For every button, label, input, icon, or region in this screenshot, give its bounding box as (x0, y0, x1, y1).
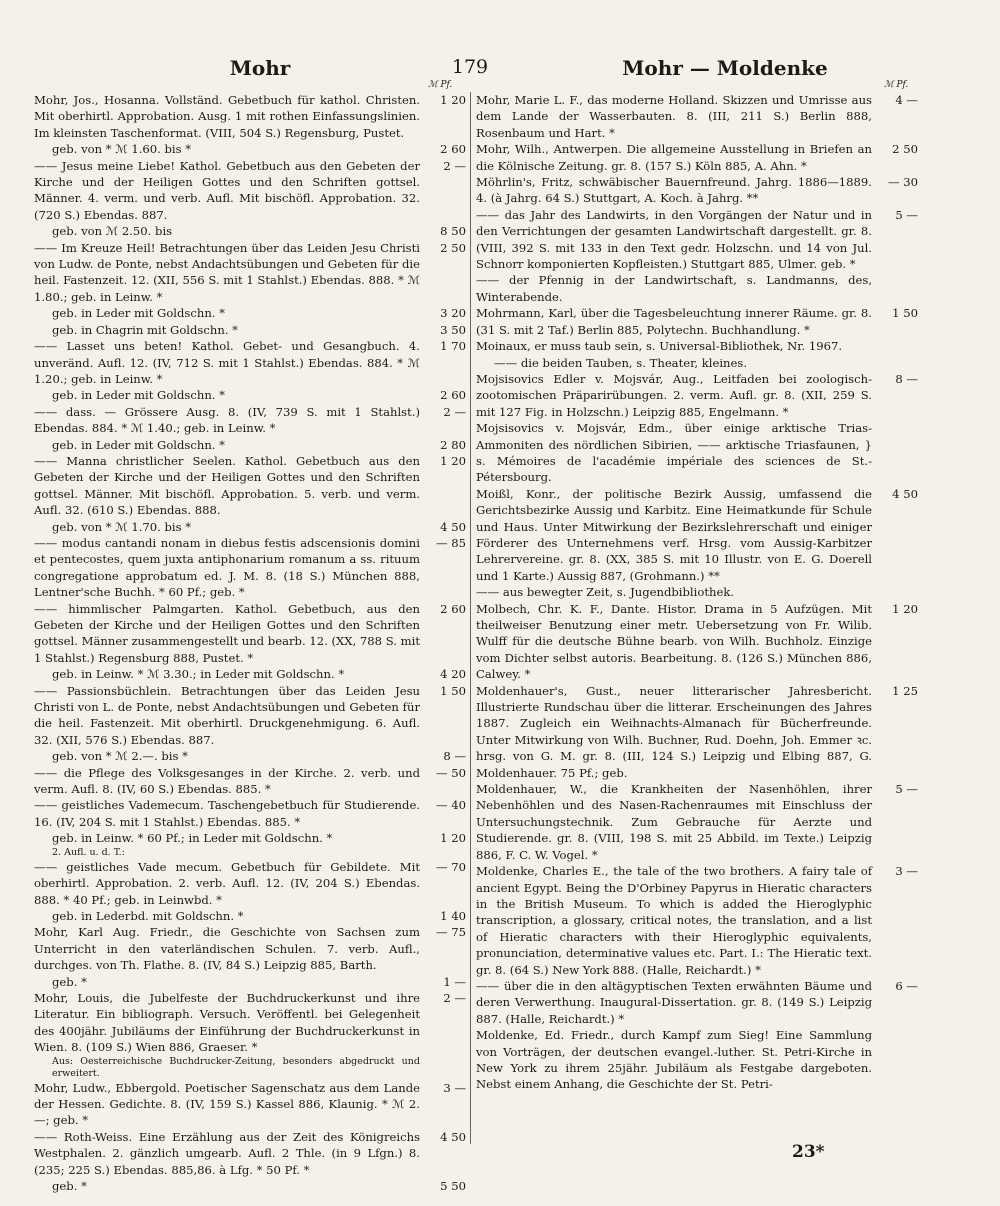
entry-price (872, 420, 918, 486)
catalog-entry (34, 847, 466, 859)
catalog-entry (476, 305, 918, 338)
entry-text: Möhrlin's, Fritz, schwäbischer Bauernfreund. Jahrg. 1886—1889. 4. (à Jahrg. 64 S.) Stuttgart, A. Koch. à Jahrg. ** (476, 175, 872, 206)
entry-price: — 30 (887, 175, 918, 190)
entry-price: 1 70 (440, 339, 466, 354)
entry-price: 2 — (443, 158, 466, 173)
catalog-entry (34, 1178, 466, 1194)
catalog-entry (34, 859, 466, 908)
entry-text: geb. in Leder mit Goldschn. * (52, 437, 225, 452)
entry-price (872, 272, 918, 305)
entry-text: geb. * (52, 974, 87, 989)
entry-text: Moldenke, Charles E., the tale of the two brothers. A fairy tale of ancient Egypt. Being the D'Orbiney Papyrus in Hieratic characters in the British Museum. To which is added the Hieroglyphic transcription, a glossary, critical notes, the translation, and a list of Hieratic characters with their Hieroglyphic equivalents, pronunciation, determinative values etc. Part. I.: The Hieratic text. gr. 8. (64 S.) New York 888. (Halle, Reichardt.) * (476, 864, 872, 977)
entry-text: Mohr, Wilh., Antwerpen. Die allgemeine Ausstellung in Briefen an die Kölnische Zeitung. gr. 8. (157 S.) Köln 885, A. Ahn. * (476, 142, 872, 173)
page-number: 179 (451, 56, 489, 78)
entry-text: —— geistliches Vade mecum. Gebetbuch für Gebildete. Mit oberhirtl. Approbation. 2. verb. Aufl. 12. (IV, 204 S.) Ebendas. 888. * 40 Pf.; geb. in Leinwbd. * (34, 859, 420, 907)
entry-price (872, 338, 918, 354)
entry-text: Moißl, Konr., der politische Bezirk Aussig, umfassend die Gerichtsbezirke Aussig und Karbitz. Eine Heimatkunde für Schule und Haus. Unter Mitwirkung der Bezirkslehrerschaft und einiger Förderer des Unternehmens verf. Hrsg. vom Aussig-Karbitzer Lehrervereine. gr. 8. (XX, 385 S. mit 10 Illustr. von E. G. Doerell und 1 Karte.) Aussig 887, (Grohmann.) ** (476, 486, 872, 583)
entry-price: 3 50 (440, 322, 466, 337)
catalog-entry (476, 978, 918, 1027)
entry-text: Mojsisovics v. Mojsvár, Edm., über einige arktische Trias-Ammoniten des nördlichen Sibirien, —— arktische Triasfaunen, } s. Mémoires de l'académie impériale des sciences de St.-Pétersbourg. (476, 421, 872, 485)
entry-text: —— geistliches Vademecum. Taschengebetbuch für Studierende. 16. (IV, 204 S. mit 1 Stahlst.) Ebendas. 885. * (34, 798, 420, 829)
catalog-entry (34, 141, 466, 157)
entry-text: geb. von * ℳ 1.70. bis * (52, 519, 192, 534)
entry-text: —— über die in den altägyptischen Texten erwähnten Bäume und deren Verwerthung. Inaugural-Dissertation. gr. 8. (149 S.) Leipzig 887. (Halle, Reichardt.) * (476, 978, 872, 1026)
catalog-entry (34, 683, 466, 749)
entry-price (872, 1027, 918, 1093)
entry-text: Aus: Oesterreichische Buchdrucker-Zeitung, besonders abgedruckt und erweitert. (52, 1055, 420, 1079)
entry-text: geb. in Leinw. * 60 Pf.; in Leder mit Goldschn. * (52, 831, 333, 846)
column-divider (470, 92, 471, 1144)
entry-price: 4 — (895, 93, 918, 107)
catalog-entry (476, 92, 918, 141)
entry-text: Mohr, Jos., Hosanna. Vollständ. Gebetbuch für kathol. Christen. Mit oberhirtl. Approbation. Ausg. 1 mit rothen Einfassungslinien. Im kleinsten Taschenformat. (VIII, 504 S.) Regensburg, Pustet. (34, 93, 420, 140)
catalog-entry (34, 338, 466, 387)
entry-price: 6 — (895, 978, 918, 993)
entry-price: 2 — (443, 404, 466, 419)
entry-text: geb. in Chagrin mit Goldschn. * (52, 322, 238, 337)
entry-text: —— aus bewegter Zeit, s. Jugendbibliothek. (476, 585, 735, 600)
catalog-entry (476, 355, 918, 371)
left-column (34, 92, 466, 1194)
catalog-entry (34, 601, 466, 667)
entry-price: 1 — (443, 974, 466, 989)
entry-price: 3 — (443, 1080, 466, 1095)
entry-text: Mohr, Louis, die Jubelfeste der Buchdruckerkunst und ihre Literatur. Ein bibliograph. Versuch. Veröffentl. bei Gelegenheit des 400jähr. Jubiläums der Einführung der Buchdruckerkunst in Wien. 8. (109 S.) Wien 886, Graeser. * (34, 990, 420, 1055)
entry-text: geb. von * ℳ 1.60. bis * (52, 142, 192, 157)
catalog-entry (476, 486, 918, 584)
catalog-entry (34, 240, 466, 306)
catalog-entry (476, 338, 918, 354)
running-head-right: Mohr — Moldenke (622, 56, 828, 80)
entry-price: — 70 (435, 859, 466, 874)
catalog-entry (476, 1027, 918, 1093)
entry-text: —— Im Kreuze Heil! Betrachtungen über das Leiden Jesu Christi von Ludw. de Ponte, nebst Andachtsübungen und Gebeten für die heil. Fastenzeit. 12. (XII, 556 S. mit 1 Stahlst.) Ebendas. 888. * ℳ 1.80.; geb. in Leinw. * (34, 240, 420, 304)
entry-text: Molbech, Chr. K. F., Dante. Histor. Drama in 5 Aufzügen. Mit theilweiser Benutzung einer metr. Uebersetzung von Fr. Wilib. Wulff für die deutsche Bühne bearb. von Wilh. Buchholz. Einzige vom Dichter selbst autoris. Bearbeitung. 8. (126 S.) München 886, Calwey. * (476, 601, 872, 682)
catalog-entry (34, 404, 466, 437)
catalog-entry (476, 141, 918, 174)
entry-text: Moldenhauer, W., die Krankheiten der Nasenhöhlen, ihrer Nebenhöhlen und des Nasen-Rachenraumes mit Einschluss der Untersuchungstechnik. Zum Gebrauche für Aerzte und Studierende. gr. 8. (VIII, 198 S. mit 25 Abbild. im Texte.) Leipzig 886, F. C. W. Vogel. * (476, 782, 872, 862)
entry-text: Mohr, Karl Aug. Friedr., die Geschichte von Sachsen zum Unterricht in den vaterländischen Schulen. 7. verb. Aufl., durchges. von Th. Flathe. 8. (IV, 84 S.) Leipzig 885, Barth. (34, 925, 420, 973)
catalog-entry (34, 322, 466, 338)
entry-price: — 75 (435, 925, 466, 940)
entry-price: 1 20 (440, 453, 466, 468)
catalog-entry (476, 601, 918, 683)
entry-price: 2 60 (440, 388, 466, 403)
catalog-entry (34, 908, 466, 924)
entry-text: geb. von ℳ 2.50. bis (52, 224, 173, 239)
catalog-entry (34, 535, 466, 601)
catalog-entry (476, 174, 918, 207)
catalog-entry (34, 453, 466, 519)
entry-price: 8 — (895, 371, 918, 386)
entry-text: Moldenhauer's, Gust., neuer litterarischer Jahresbericht. Illustrierte Rundschau über die litterar. Erscheinungen des Jahres 1887. Zugleich ein Weihnachts-Almanach für Bücherfreunde. Unter Mitwirkung von Wilh. Buchner, Rud. Doehn, Joh. Emmer ꝛc. hrsg. von G. M. gr. 8. (III, 124 S.) Leipzig und Elbing 887, G. Moldenhauer. 75 Pf.; geb. (476, 683, 872, 780)
entry-text: geb. in Leder mit Goldschn. * (52, 306, 225, 321)
entry-price: 2 60 (440, 142, 466, 157)
entry-text: —— die beiden Tauben, s. Theater, kleines. (494, 355, 748, 370)
entry-text: geb. in Leinw. * ℳ 3.30.; in Leder mit Goldschn. * (52, 667, 345, 682)
entry-price: 4 20 (440, 667, 466, 682)
catalog-entry (34, 519, 466, 535)
entry-price: 2 50 (892, 142, 918, 157)
entry-price: 1 25 (892, 683, 918, 698)
catalog-entry (476, 207, 918, 273)
entry-price: 4 50 (440, 519, 466, 534)
entry-text: —— das Jahr des Landwirts, in den Vorgängen der Natur und in den Verrichtungen der gesamten Landwirtschaft dargestellt. gr. 8. (VIII, 392 S. mit 133 in den Text gedr. Holzschn. und 14 von Jul. Schnorr komponierten Kopfleisten.) Stuttgart 885, Ulmer. geb. * (476, 207, 872, 272)
catalog-entry (476, 420, 918, 486)
entry-text: —— Manna christlicher Seelen. Kathol. Gebetbuch aus den Gebeten der Kirche und der Heiligen Gottes und den Schriften gottsel. Männer. Mit bischöfl. Approbation. 5. verb. und verm. Aufl. 32. (610 S.) Ebendas. 888. (34, 453, 420, 518)
entry-price: 2 — (443, 990, 466, 1005)
catalog-entry (34, 765, 466, 798)
entry-price: 2 50 (440, 240, 466, 255)
signature-mark: 23* (792, 1142, 825, 1162)
right-column (476, 92, 918, 1093)
catalog-entry (476, 683, 918, 781)
entry-text: Mohr, Marie L. F., das moderne Holland. Skizzen und Umrisse aus dem Lande der Wasserbauten. 8. (III, 211 S.) Berlin 888, Rosenbaum und Hart. * (476, 93, 872, 140)
entry-text: Mojsisovics Edler v. Mojsvár, Aug., Leitfaden bei zoologisch-zootomischen Präparirübungen. 2. verm. Aufl. gr. 8. (XII, 259 S. mit 127 Fig. in Holzschn.) Leipzig 885, Engelmann. * (476, 371, 872, 419)
catalog-entry (34, 305, 466, 321)
catalog-entry (34, 158, 466, 224)
entry-price: 3 — (895, 864, 918, 879)
entry-price: 1 20 (440, 831, 466, 846)
catalog-entry (34, 830, 466, 846)
entry-price: 3 20 (440, 306, 466, 321)
catalog-entry (476, 863, 918, 978)
entry-text: —— Roth-Weiss. Eine Erzählung aus der Zeit des Königreichs Westphalen. 2. gänzlich umgearb. Aufl. 2 Thle. (in 9 Lfgn.) 8. (235; 225 S.) Ebendas. 885,86. à Lfg. * 50 Pf. * (34, 1129, 420, 1177)
catalog-entry (476, 272, 918, 305)
catalog-entry (476, 781, 918, 863)
entry-price: 2 80 (440, 437, 466, 452)
entry-price: 1 20 (892, 601, 918, 616)
catalog-entry (34, 1056, 466, 1080)
entry-text: —— der Pfennig in der Landwirtschaft, s. Landmanns, des, Winterabende. (476, 273, 872, 304)
entry-price: 1 40 (440, 908, 466, 923)
entry-text: —— Jesus meine Liebe! Kathol. Gebetbuch aus den Gebeten der Kirche und der Heiligen Gottes und den Schriften gottsel. Männer. 4. verm. und verb. Aufl. Mit bischöfl. Approbation. 32. (720 S.) Ebendas. 887. (34, 158, 420, 222)
catalog-entry (476, 371, 918, 420)
entry-price: 5 50 (440, 1179, 466, 1193)
entry-price: 4 50 (892, 486, 918, 501)
catalog-entry (34, 974, 466, 990)
catalog-entry (34, 748, 466, 764)
entry-text: geb. in Leder mit Goldschn. * (52, 388, 225, 403)
entry-price: 8 50 (440, 224, 466, 239)
entry-price (420, 847, 466, 859)
entry-text: —— himmlischer Palmgarten. Kathol. Gebetbuch, aus den Gebeten der Kirche und der Heiligen Gottes und den Schriften gottsel. Männer zusammengestellt und bearb. 12. (XX, 788 S. mit 1 Stahlst.) Regensburg 888, Pustet. * (34, 601, 420, 665)
entry-price: 1 50 (892, 306, 918, 321)
catalog-entry (34, 990, 466, 1056)
entry-price: — 50 (435, 765, 466, 780)
entry-text: geb. in Lederbd. mit Goldschn. * (52, 908, 244, 923)
price-column-header-right: ℳ Pf. (884, 80, 909, 90)
running-head-left: Mohr (229, 56, 291, 80)
entry-price: 4 50 (440, 1129, 466, 1144)
catalog-entry (34, 387, 466, 403)
entry-price (872, 355, 918, 371)
entry-price: 1 50 (440, 683, 466, 698)
entry-text: Moldenke, Ed. Friedr., durch Kampf zum Sieg! Eine Sammlung von Vorträgen, der deutschen evangel.-luther. St. Petri-Kirche in New York zu ihrem 25jähr. Jubiläum als Festgabe dargeboten. Nebst einem Anhang, die Geschichte der St. Petri- (476, 1028, 872, 1092)
entry-price: 1 20 (440, 93, 466, 107)
catalog-entry (476, 584, 918, 600)
catalog-entry (34, 437, 466, 453)
entry-text: Mohr, Ludw., Ebbergold. Poetischer Sagenschatz aus dem Lande der Hessen. Gedichte. 8. (IV, 159 S.) Kassel 886, Klaunig. * ℳ 2.—; geb. * (34, 1080, 420, 1128)
entry-price: 5 — (895, 207, 918, 222)
entry-text: —— die Pflege des Volksgesanges in der Kirche. 2. verb. und verm. Aufl. 8. (IV, 60 S.) Ebendas. 885. * (34, 765, 420, 797)
catalog-entry (34, 924, 466, 973)
entry-text: —— modus cantandi nonam in diebus festis adscensionis domini et pentecostes, quem juxta antiphonarium romanum a ss. rituum congregatione approbatum ed. J. M. 8. (18 S.) München 888, Lentner'sche Buchh. * 60 Pf.; geb. * (34, 535, 420, 600)
catalog-entry (34, 666, 466, 682)
catalog-entry (34, 1129, 466, 1178)
entry-price (872, 584, 918, 600)
entry-text: geb. von * ℳ 2.—. bis * (52, 749, 188, 764)
entry-price: — 85 (435, 535, 466, 550)
entry-price: 8 — (443, 749, 466, 764)
entry-price: 2 60 (440, 601, 466, 616)
entry-price: 5 — (895, 782, 918, 797)
price-column-header-left: ℳ Pf. (428, 80, 453, 90)
entry-text: —— dass. — Grössere Ausg. 8. (IV, 739 S. mit 1 Stahlst.) Ebendas. 884. * ℳ 1.40.; geb. in Leinw. * (34, 404, 420, 436)
entry-text: geb. * (52, 1179, 87, 1193)
entry-text: Mohrmann, Karl, über die Tagesbeleuchtung innerer Räume. gr. 8. (31 S. mit 2 Taf.) Berlin 885, Polytechn. Buchhandlung. * (476, 306, 872, 337)
entry-text: —— Lasset uns beten! Kathol. Gebet- und Gesangbuch. 4. unveränd. Aufl. 12. (IV, 712 S. mit 1 Stahlst.) Ebendas. 884. * ℳ 1.20.; geb. in Leinw. * (34, 339, 420, 386)
catalog-entry (34, 92, 466, 141)
entry-text: Moinaux, er muss taub sein, s. Universal-Bibliothek, Nr. 1967. (476, 339, 843, 354)
catalog-entry (34, 223, 466, 239)
catalog-entry (34, 1080, 466, 1129)
entry-price (420, 1056, 466, 1080)
catalog-entry (34, 797, 466, 830)
entry-text: —— Passionsbüchlein. Betrachtungen über das Leiden Jesu Christi von L. de Ponte, nebst Andachtsübungen und Gebeten für die heil. Fastenzeit. Mit oberhirtl. Druckgenehmigung. 6. Aufl. 32. (XII, 576 S.) Ebendas. 887. (34, 683, 420, 747)
entry-text: 2. Aufl. u. d. T.: (52, 846, 125, 858)
entry-price: — 40 (435, 798, 466, 813)
